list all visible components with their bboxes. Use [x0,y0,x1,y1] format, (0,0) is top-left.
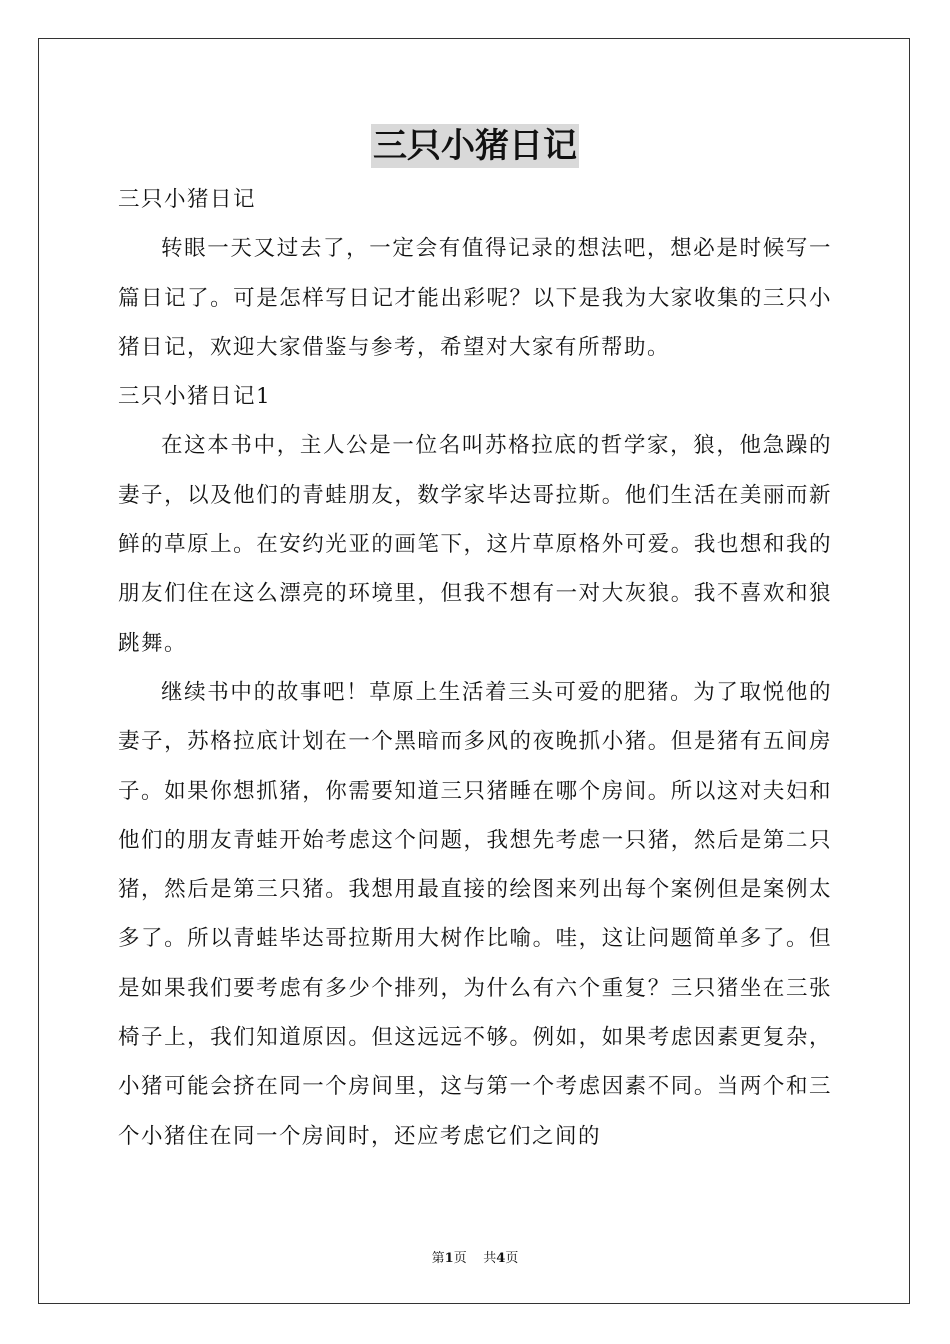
body-paragraph: 转眼一天又过去了，一定会有值得记录的想法吧，想必是时候写一篇日记了。可是怎样写日记才能出彩呢？以下是我为大家收集的三只小猪日记，欢迎大家借鉴与参考，希望对大家有所帮助。 [118,236,832,360]
body-paragraph: 三只小猪日记 [118,187,257,212]
body-paragraph: 三只小猪日记1 [118,384,272,410]
title-container [0,124,950,168]
page-footer [0,1247,950,1266]
document-title: 三只小猪日记 [373,126,577,166]
footer-page-number: 1 [444,1251,454,1266]
footer-page-suffix: 页 [453,1251,467,1266]
footer-total-prefix: 共 [483,1251,497,1266]
body-paragraph: 在这本书中，主人公是一位名叫苏格拉底的哲学家，狼，他急躁的妻子，以及他们的青蛙朋友，数学家毕达哥拉斯。他们生活在美丽而新鲜的草原上。在安约光亚的画笔下，这片草原格外可爱。我也想和我的朋友们住在这么漂亮的环境里，但我不想有一对大灰狼。我不喜欢和狼跳舞。 [118,433,832,656]
body-paragraph: 继续书中的故事吧！草原上生活着三头可爱的肥猪。为了取悦他的妻子，苏格拉底计划在一个黑暗而多风的夜晚抓小猪。但是猪有五间房子。如果你想抓猪，你需要知道三只猪睡在哪个房间。所以这对夫妇和他们的朋友青蛙开始考虑这个问题，我想先考虑一只猪，然后是第二只猪，然后是第三只猪。我想用最直接的绘图来列出每个案例但是案例太多了。所以青蛙毕达哥拉斯用大树作比喻。哇，这让问题简单多了。但是如果我们要考虑有多少个排列，为什么有六个重复？三只猪坐在三张椅子上，我们知道原因。但这远远不够。例如，如果考虑因素更复杂，小猪可能会挤在同一个房间里，这与第一个考虑因素不同。当两个和三个小猪住在同一个房间时，还应考虑它们之间的 [118,679,832,1149]
footer-total-suffix: 页 [505,1251,519,1266]
footer-prefix: 第 [431,1251,445,1266]
document-body [118,175,832,1161]
footer-total-pages: 4 [496,1251,506,1266]
